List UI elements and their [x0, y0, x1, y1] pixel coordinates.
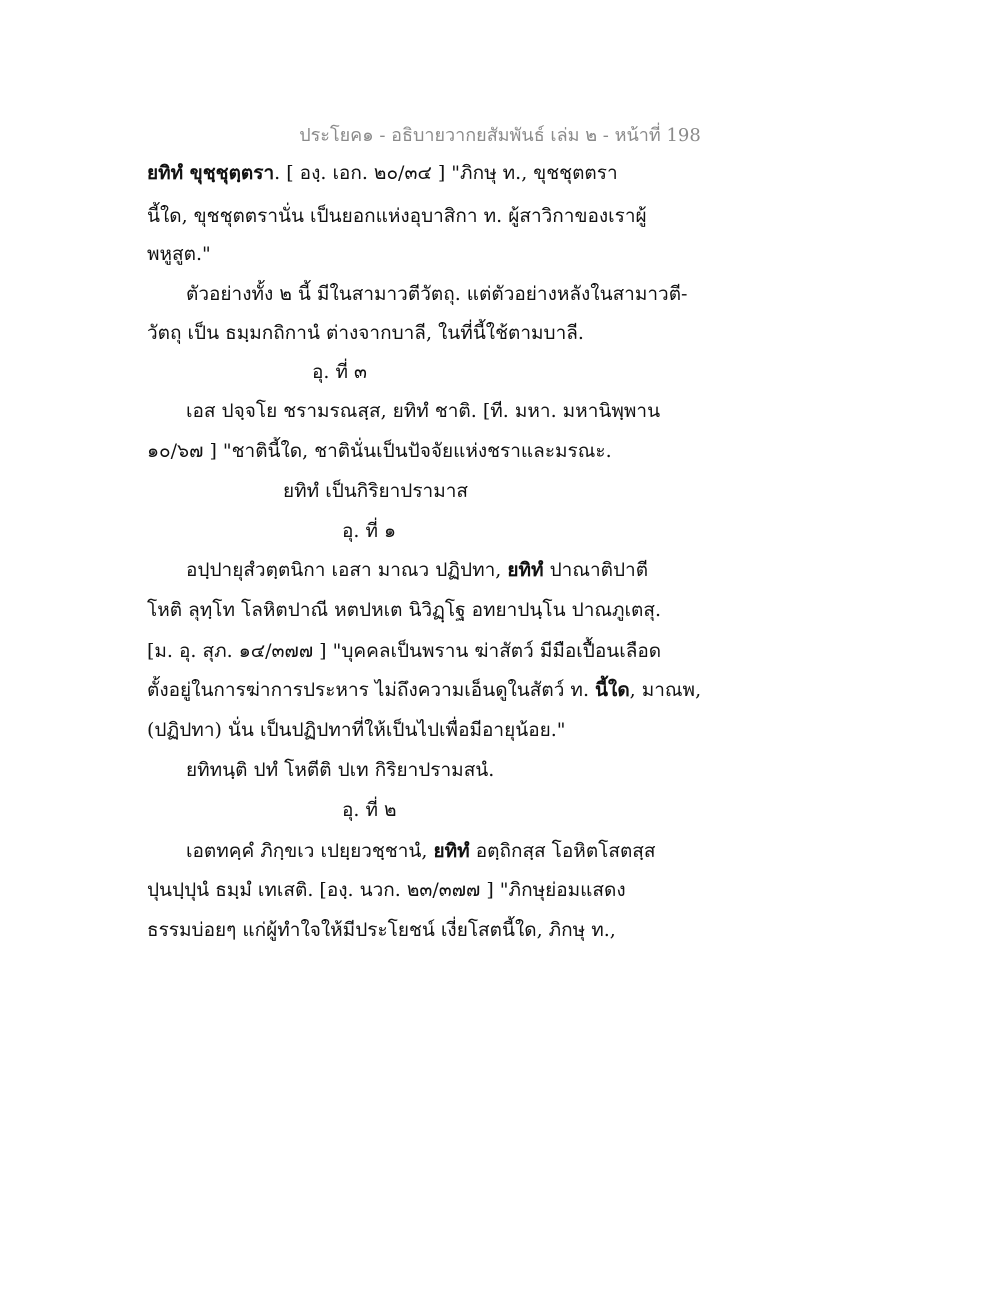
section-heading: ยทิทํ เป็นกิริยาปรามาส: [283, 480, 468, 502]
line-11: อปฺปายุสํวตฺตนิกา เอสา มาณว ปฏิปทา, ยทิทํ ปาณาติปาตี: [186, 559, 649, 581]
line-3: พหูสูต.": [147, 243, 211, 265]
line-5: วัตถุ เป็น ธมฺมกถิกานํ ต่างจากบาลี, ในที่นี้ใช้ตามบาลี.: [147, 322, 584, 344]
bold-term: ยทิทํ ขุชฺชุตฺตรา: [147, 162, 275, 184]
line-13: [ม. อุ. สุภ. ๑๔/๓๗๗ ] "บุคคลเป็นพราน ฆ่าสัตว์ มีมือเปื้อนเลือด: [147, 640, 662, 662]
line-15: (ปฏิปทา) นั่น เป็นปฏิปทาที่ให้เป็นไปเพื่อมีอายุน้อย.": [147, 719, 566, 741]
line-20: ธรรมบ่อยๆ แก่ผู้ทำใจให้มีประโยชน์ เงี่ยโสตนี้ใด, ภิกษุ ท.,: [147, 919, 616, 941]
example-heading-3: อุ. ที่ ๓: [312, 361, 368, 383]
bold-term: นี้ใด: [595, 679, 630, 701]
line-7: เอส ปจฺจโย ชรามรณสฺส, ยทิทํ ชาติ. [ที. มหา. มหานิพฺพาน: [186, 400, 661, 422]
page-header: ประโยค๑ - อธิบายวากยสัมพันธ์ เล่ม ๒ - หน้าที่ 198: [299, 125, 701, 146]
line-16: ยทิทนฺติ ปทํ โหตีติ ปเท กิริยาปรามสนํ.: [186, 759, 495, 781]
bold-term: ยทิทํ: [433, 840, 470, 862]
line-12: โหติ ลุทฺโท โลหิตปาณี หตปหเต นิวิฏฺโฐ อทยาปนฺโน ปาณภูเตสุ.: [147, 599, 661, 621]
line-4: ตัวอย่างทั้ง ๒ นี้ มีในสามาวตีวัตถุ. แต่ตัวอย่างหลังในสามาวตี-: [186, 283, 688, 305]
bold-term: ยทิทํ: [507, 559, 544, 581]
example-heading-2: อุ. ที่ ๒: [342, 799, 397, 821]
line-18: เอตทคฺคํ ภิกฺขเว เปยฺยวชฺชานํ, ยทิทํ อตฺถิกสฺส โอหิตโสตสฺส: [186, 840, 656, 862]
line-8: ๑๐/๖๗ ] "ชาตินี้ใด, ชาตินั่นเป็นปัจจัยแห่งชราและมรณะ.: [147, 440, 612, 462]
line-1: ยทิทํ ขุชฺชุตฺตรา. [ องฺ. เอก. ๒๐/๓๔ ] "ภิกษุ ท., ขุชชุตตรา: [147, 162, 618, 184]
line-2: นี้ใด, ขุชชุตตรานั่น เป็นยอกแห่งอุบาสิกา ท. ผู้สาวิกาของเราผู้: [147, 205, 647, 227]
example-heading-1: อุ. ที่ ๑: [342, 520, 397, 542]
line-19: ปุนปฺปุนํ ธมฺมํ เทเสติ. [องฺ. นวก. ๒๓/๓๗๗ ] "ภิกษุย่อมแสดง: [147, 879, 626, 901]
line-14: ตั้งอยู่ในการฆ่าการประหาร ไม่ถึงความเอ็นดูในสัตว์ ท. นี้ใด, มาณพ,: [147, 679, 702, 701]
